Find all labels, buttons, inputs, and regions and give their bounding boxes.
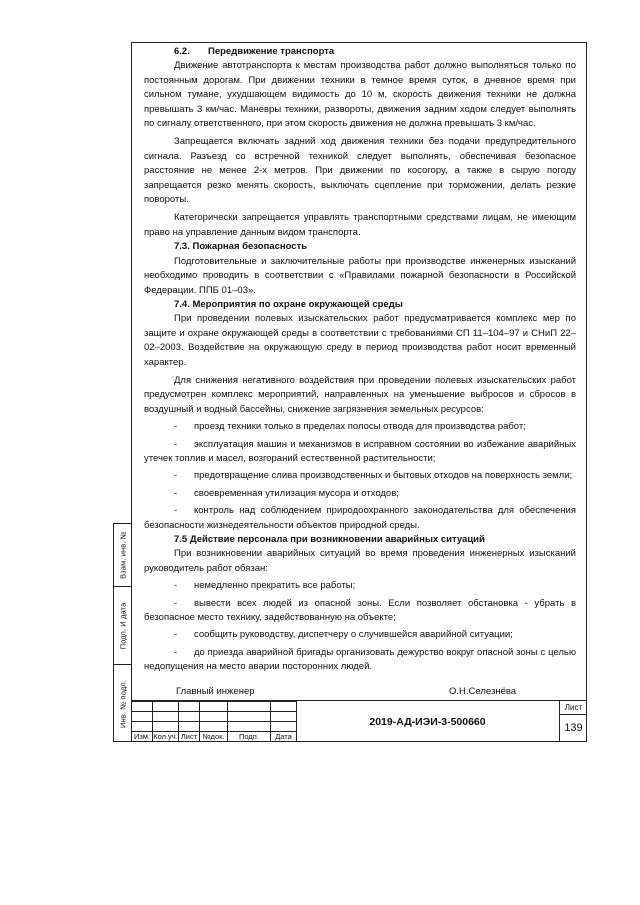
section-heading-7-5: 7.5 Действие персонала при возникновении аварийных ситуаций bbox=[174, 534, 485, 545]
col-data: Дата bbox=[271, 732, 297, 742]
section-heading-7-3: 7.3. Пожарная безопасность bbox=[174, 241, 308, 253]
list-item: - вывести всех людей из опасной зоны. Если позволяет обстановка - убрать в безопасное место технику, задействованную на объекте; bbox=[144, 597, 576, 624]
col-kol-uch: Кол.уч. bbox=[153, 732, 178, 741]
list-item: - контроль над соблюдением природоохранного законодательства для обеспечения безопасности жизнедеятельности объектов природной среды. bbox=[144, 505, 576, 531]
sheet-number: 139 bbox=[564, 722, 583, 734]
sheet-box bbox=[559, 701, 587, 742]
side-cell-vzam bbox=[114, 524, 131, 587]
signature-name: О.Н.Селезнёва bbox=[449, 686, 517, 697]
section-heading-7-4: 7.4. Мероприятия по охране окружающей среды bbox=[174, 298, 403, 310]
section-number: 6.2. bbox=[174, 46, 190, 57]
side-label-inv: Инв. № подл. bbox=[118, 679, 127, 728]
paragraph: Движение автотранспорта к местам производства работ должно выполняться только по постоянным дорогам. При движении техники в темное время суток, в дневное время при сильном тумане, ухудшающем видимость до 10 м, скорость движения техники не должна превышать 3 км/час. Маневры техники, развороты, движения задним ходом следует выполнять по сигналу ответственного, при этом скорость движения не должна превышать 3 км/час. bbox=[144, 60, 576, 130]
side-label-podp: Подп. И дата bbox=[118, 602, 127, 649]
paragraph: Запрещается включать задний ход движения техники без подачи предупредительного сигнала. Разъезд со встречной техникой следует выполнять, обеспечивая безопасное расстояние не менее 2-х метров. При движении по косогору, а также в сырую погоду запрещается резко менять скорость, выключать сцепление при торможении, делать резкие повороты. bbox=[144, 136, 576, 206]
section-heading-6-2 bbox=[144, 45, 576, 59]
paragraph: Для снижения негативного воздействия при проведении полевых изыскательских работ предусмотрен комплекс мероприятий, направленных на уменьшение выбросов и сбросов в воздушный и водный бассейны, снижение загрязнения земельных ресурсов: bbox=[144, 374, 576, 415]
paragraph: При проведении полевых изыскательских работ предусматривается комплекс мер по защите и охране окружающей среды в соответствии с требованиями СП 11–104–97 и СНиП 22–02–2003. Воздействие на окружающую среду в период производства работ носит временный характер. bbox=[144, 313, 576, 368]
signature-role: Главный инженер bbox=[176, 686, 255, 697]
list-item: - до приезда аварийной бригады организовать дежурство вокруг опасной зоны с целью недопущения на место аварии посторонних людей. bbox=[144, 646, 576, 673]
paragraph: Категорически запрещается управлять транспортными средствами лицам, не имеющим право на управление данным видом транспорта. bbox=[144, 212, 576, 238]
paragraph: При возникновении аварийных ситуаций во время проведения инженерных изысканий руководитель работ обязан: bbox=[144, 548, 576, 574]
document-number: 2019-АД-ИЭИ-3-500660 bbox=[296, 701, 558, 742]
side-stamp bbox=[113, 523, 131, 742]
revision-table bbox=[131, 701, 297, 742]
col-list: Лист bbox=[179, 732, 200, 742]
side-cell-inv bbox=[114, 665, 131, 742]
paragraph: Подготовительные и заключительные работы при производстве инженерных изысканий необходимо проводить в соответствии с «Правилами пожарной безопасности в Российской Федерации. ППБ 01–03». bbox=[144, 255, 576, 296]
document-body bbox=[144, 45, 576, 675]
list-item: - эксплуатация машин и механизмов в исправном состоянии во избежание аварийных утечек топлив и масел, возгораний естественной растительности; bbox=[144, 438, 576, 464]
list-item: - немедленно прекратить все работы; bbox=[174, 580, 356, 592]
col-podp: Подп. bbox=[228, 732, 271, 742]
list-item: - предотвращение слива производственных и бытовых отходов на поверхность земли; bbox=[174, 470, 573, 482]
col-izm: Изм. bbox=[132, 732, 153, 742]
sheet-label: Лист bbox=[560, 701, 587, 715]
col-ndok: №док. bbox=[200, 732, 228, 742]
list-item: - своевременная утилизация мусора и отходов; bbox=[174, 487, 399, 499]
list-item: - проезд техники только в пределах полосы отвода для производства работ; bbox=[174, 421, 526, 433]
side-label-vzam: Взам. инв. № bbox=[118, 531, 127, 579]
side-cell-podp bbox=[114, 587, 131, 665]
section-title: Передвижение транспорта bbox=[208, 46, 335, 57]
title-block bbox=[131, 700, 587, 742]
list-item: - сообщить руководству, диспетчеру о случившейся аварийной ситуации; bbox=[174, 629, 513, 641]
